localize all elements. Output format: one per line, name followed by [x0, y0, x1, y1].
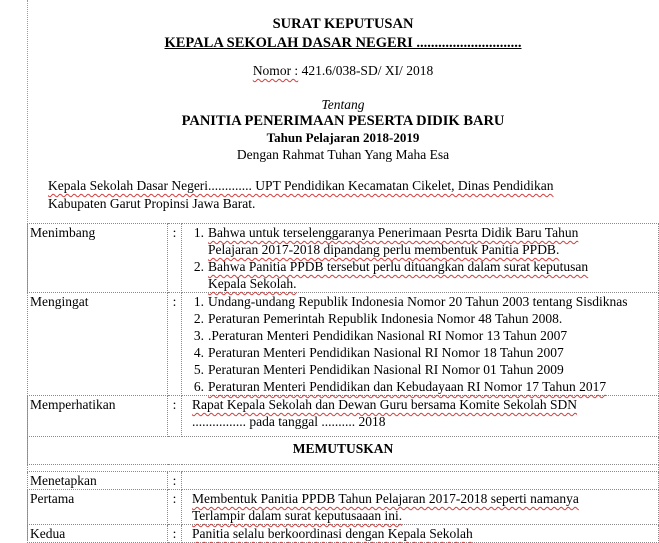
- nomor-value: 421.6/038-SD/ XI/ 2018: [301, 63, 434, 78]
- menimbang-content: [182, 224, 659, 293]
- opening-line-2: Kabupaten Garut Propinsi Jawa Barat.: [48, 196, 256, 211]
- mengingat-item: 1. Undang-undang Republik Indonesia Nomor 20 Tahun 2003 tentang Sisdiknas: [193, 294, 628, 309]
- opening-line-1: Kepala Sekolah Dasar Negeri............. UPT Pendidikan Kecamatan Cikelet, Dinas Pendidikan: [48, 178, 554, 193]
- nomor-label: Nomor :: [252, 63, 299, 78]
- memperhatikan-content: [182, 396, 659, 437]
- colon: :: [168, 490, 182, 525]
- memutuskan-row: [28, 437, 659, 465]
- menimbang-item: 1. Bahwa untuk terselenggaranya Penerimaan Pesrta Didik Baru Tahun Pelajaran 2017-2018 dipandang perlu membentuk Panitia PPDB.: [182, 224, 658, 258]
- pertama-row: [28, 490, 659, 525]
- memutuskan-heading: MEMUTUSKAN: [28, 437, 659, 465]
- mengingat-item: 4. Peraturan Menteri Pendidikan Nasional RI Nomor 18 Tahun 2007: [193, 345, 564, 360]
- menimbang-item-line: Bahwa Panitia PPDB tersebut perlu dituangkan dalam surat keputusan: [208, 259, 589, 274]
- menetapkan-label: Menetapkan: [28, 472, 168, 490]
- opening-paragraph: [48, 177, 608, 213]
- document-subtitle: KEPALA SEKOLAH DASAR NEGERI .............................: [164, 35, 522, 51]
- pertama-content: [182, 490, 659, 525]
- colon: :: [168, 472, 182, 490]
- mengingat-item: 5. Peraturan Menteri Pendidikan Nasional RI Nomor 01 Tahun 2009: [193, 362, 564, 377]
- memperhatikan-label: Memperhatikan: [28, 396, 168, 437]
- menimbang-item: 2. Bahwa Panitia PPDB tersebut perlu dituangkan dalam surat keputusan Kepala Sekolah.: [182, 258, 658, 292]
- document-title: SURAT KEPUTUSAN: [272, 16, 414, 32]
- mengingat-content: [182, 293, 659, 396]
- pertama-line-1: Membentuk Panitia PPDB Tahun Pelajaran 2017-2018 seperti namanya: [192, 491, 579, 506]
- menimbang-label: Menimbang: [28, 224, 168, 293]
- memperhatikan-row: [28, 396, 659, 437]
- menimbang-item-line: Pelajaran 2017-2018 dipandang perlu membentuk Panitia PPDB.: [208, 242, 560, 257]
- colon: :: [168, 293, 182, 396]
- pertama-line-2: Terlampir dalam surat keputusaaan ini.: [192, 508, 403, 523]
- colon: :: [168, 525, 182, 543]
- pertama-label: Pertama: [28, 490, 168, 525]
- mengingat-item: 3. .Peraturan Menteri Pendidikan Nasional RI Nomor 13 Tahun 2007: [193, 328, 568, 343]
- mengingat-item: 6. Peraturan Menteri Pendidikan dan Kebudayaan RI Nomor 17 Tahun 2017: [193, 379, 607, 394]
- memperhatikan-line-1: Rapat Kepala Sekolah dan Dewan Guru bersama Komite Sekolah SDN: [192, 397, 578, 412]
- colon: :: [168, 224, 182, 293]
- spacer-row: [28, 465, 659, 472]
- decree-table: [27, 223, 659, 543]
- colon: :: [168, 396, 182, 437]
- decree-subject: PANITIA PENERIMAAN PESERTA DIDIK BARU: [181, 113, 505, 129]
- kedua-line-1: Panitia selalu berkoordinasi dengan Kepala Sekolah: [192, 526, 473, 541]
- mengingat-label: Mengingat: [28, 293, 168, 396]
- decree-number: [27, 63, 659, 79]
- blessing-line: Dengan Rahmat Tuhan Yang Maha Esa: [236, 147, 450, 162]
- academic-year: Tahun Pelajaran 2018-2019: [266, 130, 420, 145]
- menetapkan-row: [28, 472, 659, 490]
- tentang-label: Tentang: [321, 97, 365, 112]
- menimbang-item-line: Kepala Sekolah.: [208, 276, 297, 291]
- mengingat-row: [28, 293, 659, 396]
- memperhatikan-line-2: ................ pada tanggal .......... 2018: [192, 414, 386, 429]
- mengingat-item: 2. Peraturan Pemerintah Republik Indonesia Nomor 48 Tahun 2008.: [193, 311, 563, 326]
- menimbang-row: [28, 224, 659, 293]
- menimbang-item-line: Bahwa untuk terselenggaranya Penerimaan Pesrta Didik Baru Tahun: [208, 225, 579, 240]
- kedua-label: Kedua: [28, 525, 168, 543]
